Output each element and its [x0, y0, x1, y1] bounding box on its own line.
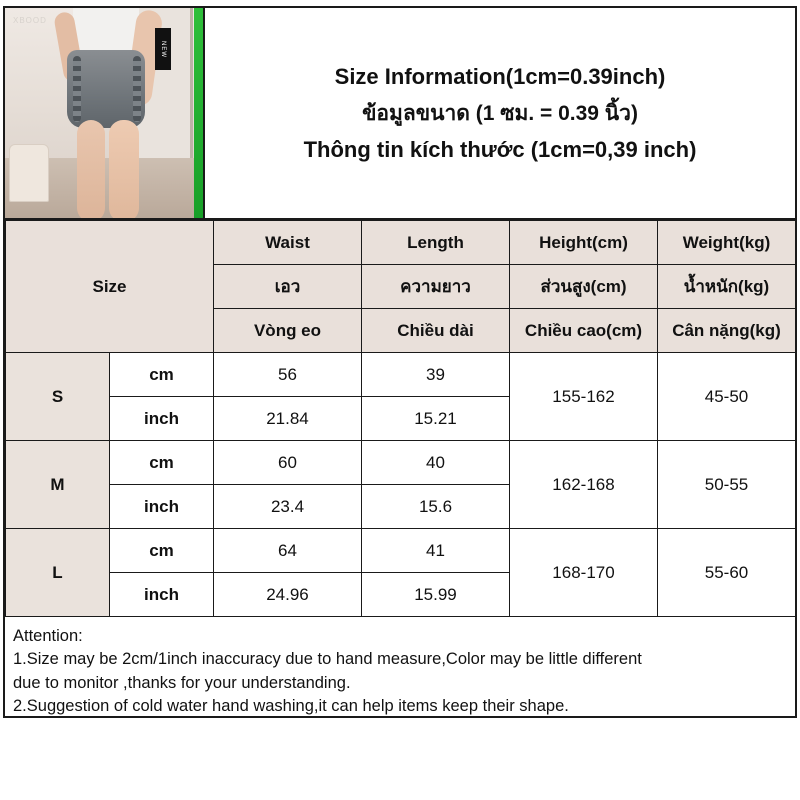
length-inch-s: 15.21 [362, 397, 510, 441]
weight-s: 45-50 [658, 353, 796, 441]
attention-line-1b: due to monitor ,thanks for your understanding. [13, 673, 351, 692]
header-height-th: ส่วนสูง(cm) [510, 265, 658, 309]
attention-heading: Attention: [13, 627, 83, 645]
unit-inch-l: inch [110, 573, 214, 617]
height-l: 168-170 [510, 529, 658, 617]
size-chart-sheet [3, 6, 797, 718]
waist-inch-m: 23.4 [214, 485, 362, 529]
unit-inch-s: inch [110, 397, 214, 441]
height-s: 155-162 [510, 353, 658, 441]
weight-m: 50-55 [658, 441, 796, 529]
product-photo [5, 8, 205, 218]
attention-line-2: 2.Suggestion of cold water hand washing,it can help items keep their shape. [13, 697, 569, 716]
weight-l: 55-60 [658, 529, 796, 617]
photo-model [51, 8, 159, 218]
size-table [5, 220, 796, 617]
unit-cm-m: cm [110, 441, 214, 485]
photo-model-leg-left [77, 120, 105, 218]
photo-drawstring-right [133, 56, 141, 122]
header-length-vi: Chiều dài [362, 309, 510, 353]
header-waist-vi: Vòng eo [214, 309, 362, 353]
header-weight-en: Weight(kg) [658, 221, 796, 265]
title-thai: ข้อมูลขนาด (1 ซม. = 0.39 นิ้ว) [362, 101, 638, 125]
header-length-th: ความยาว [362, 265, 510, 309]
length-inch-l: 15.99 [362, 573, 510, 617]
length-inch-m: 15.6 [362, 485, 510, 529]
header-weight-vi: Cân nặng(kg) [658, 309, 796, 353]
length-cm-l: 41 [362, 529, 510, 573]
table-row [6, 353, 796, 397]
header-height-vi: Chiều cao(cm) [510, 309, 658, 353]
header-length-en: Length [362, 221, 510, 265]
photo-label-tag: NEW [155, 28, 171, 70]
row-size-m: M [6, 441, 110, 529]
title-vietnamese: Thông tin kích thước (1cm=0,39 inch) [303, 136, 697, 162]
waist-inch-s: 21.84 [214, 397, 362, 441]
attention-line-1a: 1.Size may be 2cm/1inch inaccuracy due to hand measure,Color may be little different [13, 650, 642, 669]
unit-cm-l: cm [110, 529, 214, 573]
photo-watermark: XBOOD [13, 16, 47, 25]
header-waist-th: เอว [214, 265, 362, 309]
header-height-en: Height(cm) [510, 221, 658, 265]
row-size-s: S [6, 353, 110, 441]
height-m: 162-168 [510, 441, 658, 529]
table-row [6, 529, 796, 573]
photo-chair [9, 144, 49, 202]
title-english: Size Information(1cm=0.39inch) [334, 63, 666, 89]
table-row [6, 441, 796, 485]
photo-model-leg-right [109, 120, 139, 218]
photo-model-top [73, 8, 139, 54]
waist-cm-m: 60 [214, 441, 362, 485]
waist-cm-l: 64 [214, 529, 362, 573]
length-cm-m: 40 [362, 441, 510, 485]
header-size-cell: Size [6, 221, 214, 353]
waist-cm-s: 56 [214, 353, 362, 397]
length-cm-s: 39 [362, 353, 510, 397]
header-area [5, 8, 795, 220]
header-weight-th: น้ำหนัก(kg) [658, 265, 796, 309]
header-waist-en: Waist [214, 221, 362, 265]
unit-inch-m: inch [110, 485, 214, 529]
attention-note [5, 617, 795, 725]
waist-inch-l: 24.96 [214, 573, 362, 617]
row-size-l: L [6, 529, 110, 617]
unit-cm-s: cm [110, 353, 214, 397]
title-block [205, 8, 795, 218]
table-header-row-en [6, 221, 796, 265]
photo-green-edge [194, 8, 203, 218]
photo-drawstring-left [73, 56, 81, 122]
